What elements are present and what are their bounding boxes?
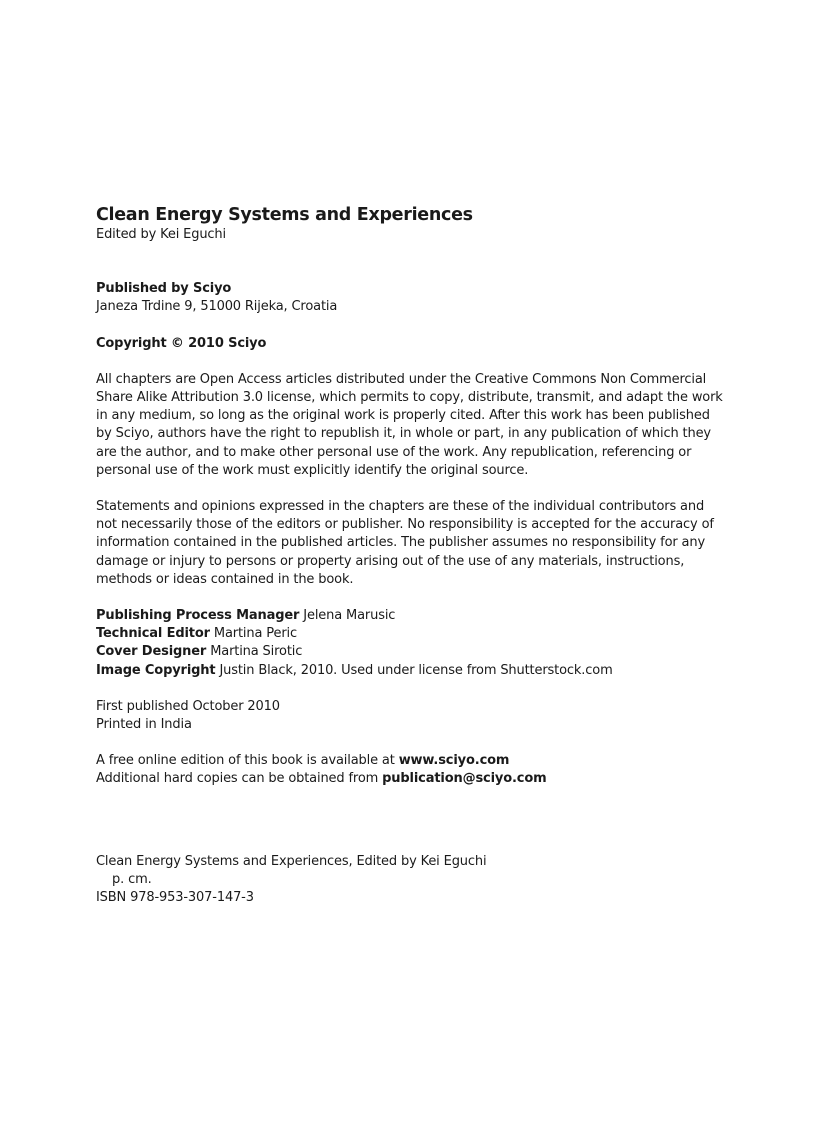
credit-line [96, 643, 726, 661]
online-edition-line [96, 752, 726, 770]
license-paragraph: All chapters are Open Access articles distributed under the Creative Commons Non Commercial Share Alike Attribution 3.0 license, which permits to copy, distribute, transmit, and adapt the work in any medium, so long as the original work is properly cited. After this work has been published by Sciyo, authors have the right to republish it, in whole or part, in any publication of which they are the author, and to make other personal use of the work. Any republication, referencing or personal use of the work must explicitly identify the original source. [96, 371, 723, 478]
hard-copies-text: Additional hard copies can be obtained from [96, 771, 379, 787]
credit-role: Image Copyright [96, 662, 216, 678]
first-published: First published October 2010 [96, 698, 280, 714]
credit-role: Cover Designer [96, 644, 207, 660]
credit-role: Technical Editor [96, 626, 210, 642]
credit-name: Martina Peric [213, 626, 297, 642]
disclaimer-paragraph: Statements and opinions expressed in the chapters are these of the individual contributors and not necessarily those of the editors or publisher. No responsibility is accepted for the accuracy of information contained in the published articles. The publisher assumes no responsibility for any damage or injury to persons or property arising out of the use of any materials, instructions, methods or ideas contained in the book. [96, 499, 714, 587]
isbn: ISBN 978-953-307-147-3 [96, 890, 254, 906]
copyright-page [96, 204, 726, 907]
credits-list [96, 607, 726, 680]
catalog-title-line: Clean Energy Systems and Experiences, Edited by Kei Eguchi [96, 853, 487, 869]
credit-line [96, 662, 726, 680]
book-title: Clean Energy Systems and Experiences [96, 205, 473, 225]
copyright-notice: Copyright © 2010 Sciyo [96, 335, 267, 351]
hard-copies-line [96, 770, 726, 788]
credit-name: Martina Sirotic [210, 644, 303, 660]
credit-name: Justin Black, 2010. Used under license from Shutterstock.com [219, 662, 613, 678]
credit-name: Jelena Marusic [303, 608, 396, 624]
book-editor: Edited by Kei Eguchi [96, 227, 226, 242]
publisher-address: Janeza Trdine 9, 51000 Rijeka, Croatia [96, 299, 338, 315]
website-link[interactable]: www.sciyo.com [398, 753, 510, 769]
printed-in: Printed in India [96, 717, 192, 733]
credit-line [96, 625, 726, 643]
credit-line [96, 607, 726, 625]
catalog-pages-line: p. cm. [112, 871, 152, 887]
credit-role: Publishing Process Manager [96, 608, 300, 624]
online-edition-text: A free online edition of this book is available at [96, 753, 395, 769]
publisher-label: Published by Sciyo [96, 281, 232, 297]
email-link[interactable]: publication@sciyo.com [382, 771, 547, 787]
